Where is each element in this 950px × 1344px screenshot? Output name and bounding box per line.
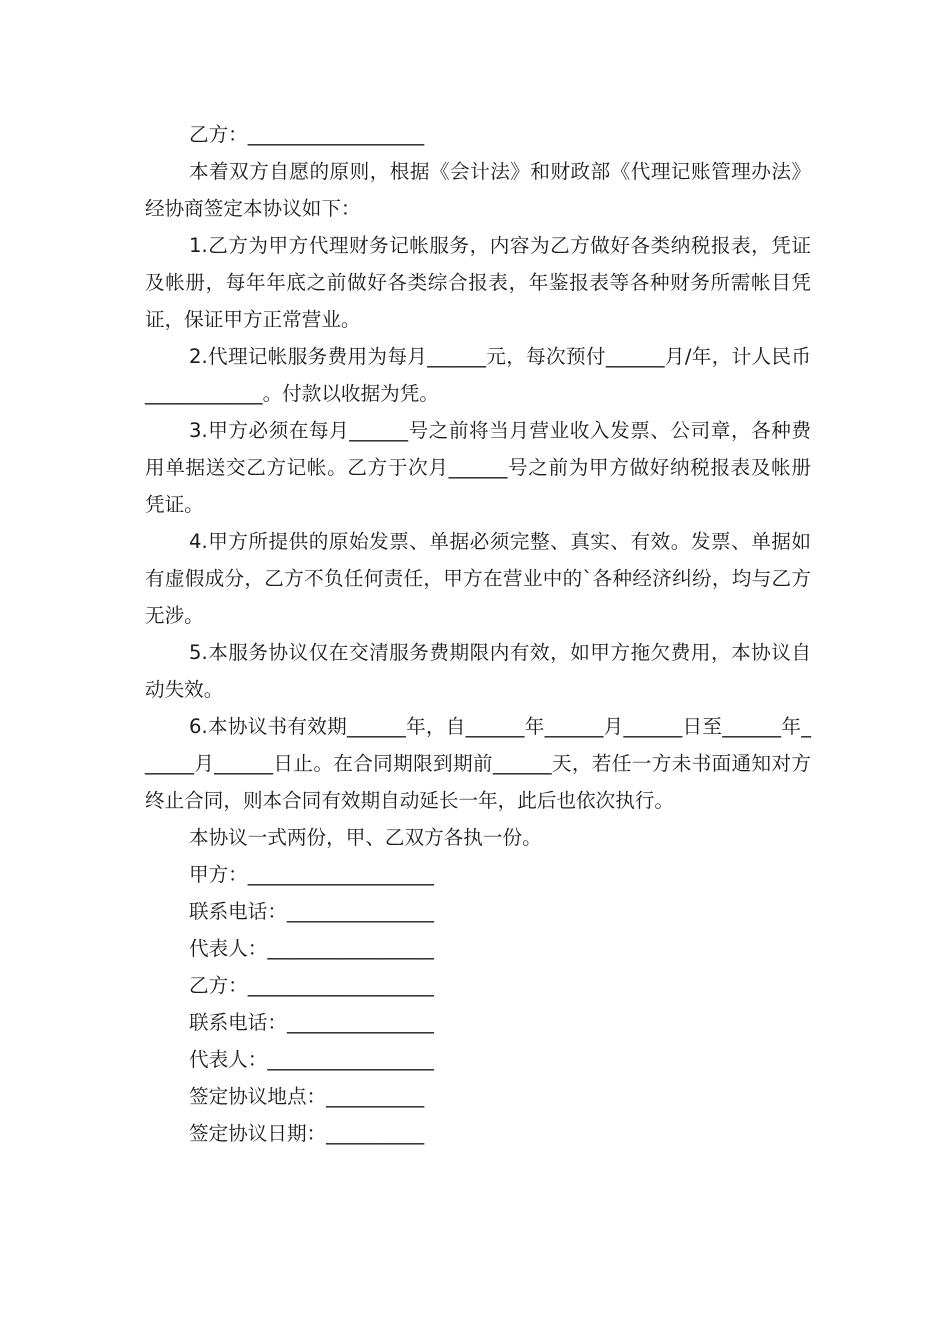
intro-paragraph: 本着双方自愿的原则，根据《会计法》和财政部《代理记账管理办法》经协商签定本协议如下： [145,160,811,220]
clause-1: 1.乙方为甲方代理财务记帐服务，内容为乙方做好各类纳税报表，凭证及帐册，每年年底之前做好各类综合报表，年鉴报表等各种财务所需帐目凭证，保证甲方正常营业。 [145,234,811,331]
signing-location: 签定协议地点：__________ [189,1085,425,1108]
signature-party-b-phone: 联系电话：_______________ [189,1011,434,1034]
clause-4: 4.甲方所提供的原始发票、单据必须完整、真实、有效。发票、单据如有虚假成分，乙方不负任何责任，甲方在营业中的`各种经济纠纷，均与乙方无涉。 [145,530,811,627]
clause-6: 6.本协议书有效期______年，自______年______月______日至______年______月______日止。在合同期限到期前______天，若任一方未书面通知对方终止合同，则本合同有效期自动延长一年，此后也依次执行。 [145,715,811,812]
agreement-document [145,116,811,1152]
clause-5: 5.本服务协议仅在交清服务费期限内有效，如甲方拖欠费用，本协议自动失效。 [145,641,811,701]
clause-3: 3.甲方必须在每月______号之前将当月营业收入发票、公司章，各种费用单据送交乙方记帐。乙方于次月______号之前为甲方做好纳税报表及帐册凭证。 [145,419,811,516]
copies-statement: 本协议一式两份，甲、乙双方各执一份。 [189,826,542,849]
signature-party-a-representative: 代表人：_________________ [189,937,434,960]
signing-date: 签定协议日期：__________ [189,1122,425,1145]
signature-party-a-phone: 联系电话：_______________ [189,900,434,923]
signature-party-a: 甲方：___________________ [189,863,434,886]
clause-2: 2.代理记帐服务费用为每月______元，每次预付______月/年，计人民币____________。付款以收据为凭。 [145,345,811,405]
signature-party-b-representative: 代表人：_________________ [189,1048,434,1071]
header-party-b: 乙方：__________________ [189,123,425,146]
signature-party-b: 乙方：___________________ [189,974,434,997]
